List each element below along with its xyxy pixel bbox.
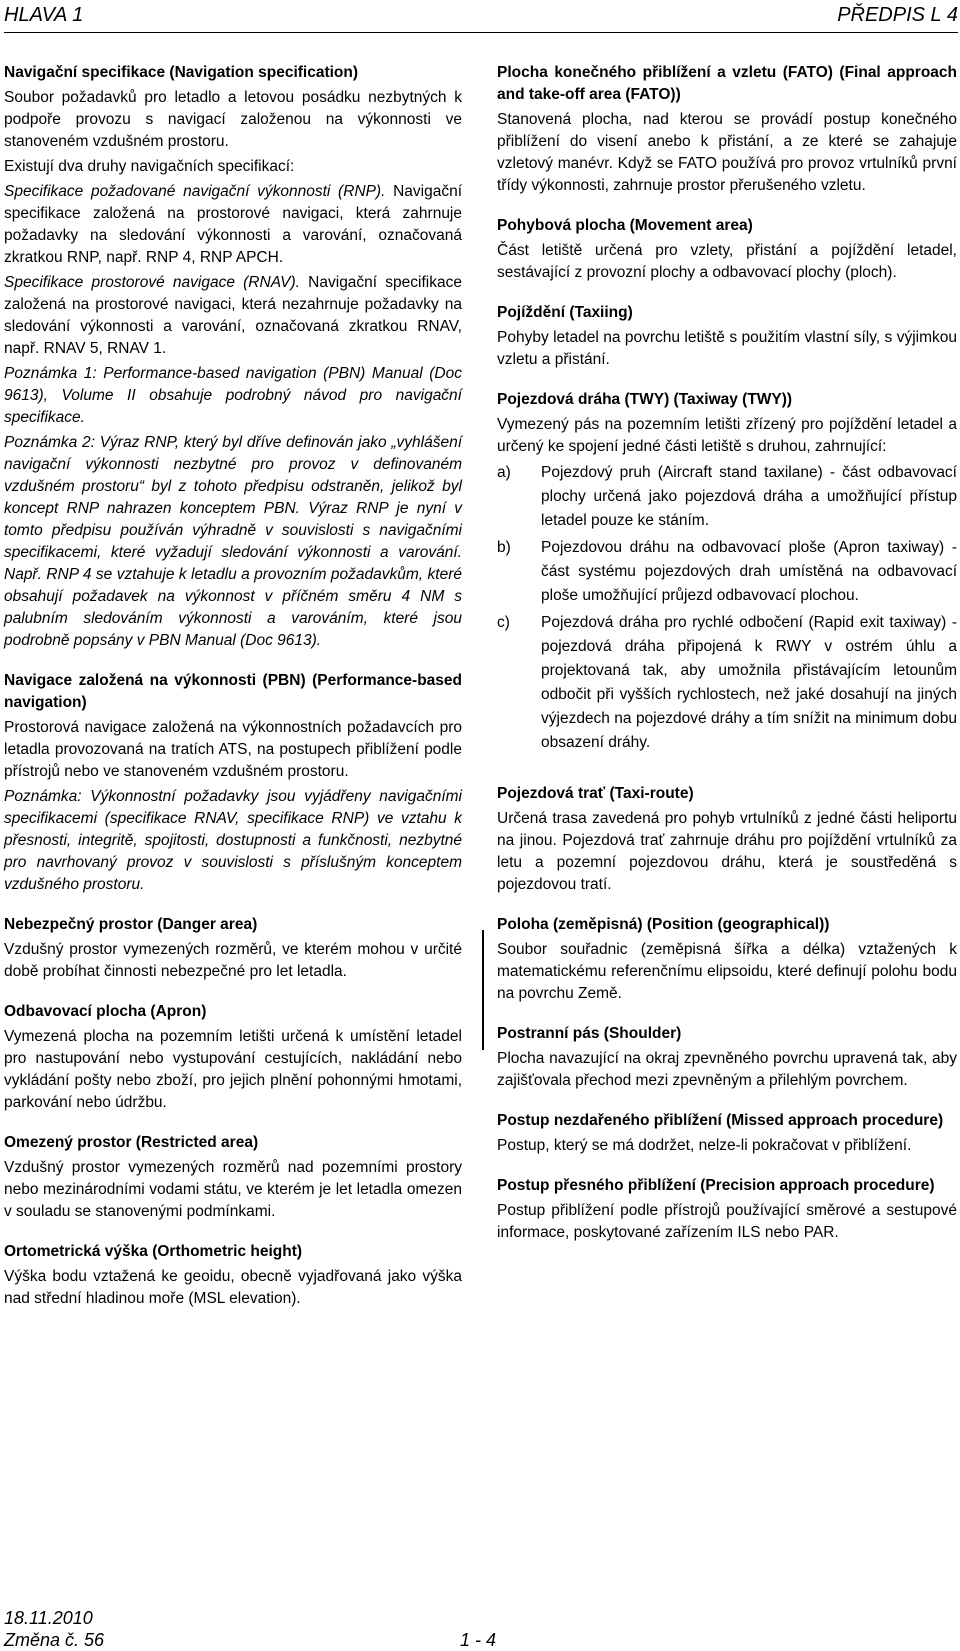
list-item-label: a) — [497, 464, 511, 481]
taxi-route-title: Pojezdová trať (Taxi-route) — [497, 785, 694, 802]
precision-approach-definition: Postup přiblížení podle přístrojů používající směrové a sestupové informace, poskytované zařízením ILS nebo PAR. — [497, 1202, 957, 1241]
missed-approach-definition: Postup, který se má dodržet, nelze-li pokračovat v přiblížení. — [497, 1137, 912, 1154]
taxiway-list-item — [497, 611, 957, 755]
nav-spec-title: Navigační specifikace (Navigation specification) — [4, 64, 359, 81]
nav-spec-types: Existují dva druhy navigačních specifikací: — [4, 158, 295, 175]
danger-area-definition: Vzdušný prostor vymezených rozměrů, ve kterém mohou v určité době probíhat činnosti nebezpečné pro let letadla. — [4, 941, 462, 980]
taxiway-list-item — [497, 536, 957, 608]
footer-page-number: 1 - 4 — [460, 1630, 497, 1650]
restricted-area-title: Omezený prostor (Restricted area) — [4, 1134, 259, 1151]
pbn-note: Poznámka: Výkonnostní požadavky jsou vyjádřeny navigačními specifikacemi (specifikace RNAV, specifikace RNP) ve vztahu k přesnosti, integritě, spojitosti, dostupnosti a funkčnosti, nezbytné pro navrhovaný provoz v souvislosti s příslušným konceptem vzdušného prostoru. — [4, 788, 462, 893]
fato-definition: Stanovená plocha, nad kterou se provádí postup konečného přiblížení do visení anebo k přistání, a ze které se zahajuje vzletový manévr. Když se FATO používá pro provoz vrtulníků první třídy výkonnosti, zahrnuje prostor přerušeného vzletu. — [497, 111, 957, 194]
header-chapter: HLAVA 1 — [4, 4, 84, 26]
list-item-label: c) — [497, 614, 510, 631]
nav-spec-rnp — [4, 181, 462, 269]
nav-spec-rnp-term: Specifikace požadované navigační výkonnosti (RNP). — [4, 183, 386, 200]
apron-definition: Vymezená plocha na pozemním letišti určená k umístění letadel pro nastupování nebo vystupování cestujících, nakládání nebo vykládání pošty nebo zboží, pro jejich plnění pohonnými hmotami, parkování nebo údržbu. — [4, 1028, 462, 1111]
apron-title: Odbavovací plocha (Apron) — [4, 1003, 207, 1020]
taxiway-title: Pojezdová dráha (TWY) (Taxiway (TWY)) — [497, 391, 793, 408]
taxi-route-definition: Určená trasa zavedená pro pohyb vrtulníků z jedné části heliportu na jinou. Pojezdová trať zahrnuje dráhu pro pojíždění vrtulníků za letu a pozemní pojezdovou dráhu, která je soustředěná s pojezdovou tratí. — [497, 810, 957, 893]
nav-spec-definition: Soubor požadavků pro letadlo a letovou posádku nezbytných k podpoře provozu s navigací založenou na výkonnosti ve stanoveném vzdušném prostoru. — [4, 89, 462, 150]
restricted-area-definition: Vzdušný prostor vymezených rozměrů nad pozemními prostory nebo mezinárodními vodami státu, ve kterém je let letadla omezen v souladu se stanovenými podmínkami. — [4, 1159, 462, 1220]
precision-approach-title: Postup přesného přiblížení (Precision approach procedure) — [497, 1177, 935, 1194]
note-1: Poznámka 1: Performance-based navigation (PBN) Manual (Doc 9613), Volume II obsahuje podrobný návod pro navigační specifikace. — [4, 365, 462, 426]
taxiing-title: Pojíždění (Taxiing) — [497, 304, 633, 321]
nav-spec-rnav-term: Specifikace prostorové navigace (RNAV). — [4, 274, 300, 291]
list-item-text: Pojezdová dráha pro rychlé odbočení (Rapid exit taxiway) - pojezdová dráha připojená k RWY v ostrém úhlu a projektovaná tak, aby umožnila přistávajícím letounům odbočit při vyšších rychlostech, než jaké dosahují na jiných výjezdech na pojezdové dráhy a tím snížit na minimum dobu obsazení dráhy. — [541, 614, 957, 751]
fato-title: Plocha konečného přiblížení a vzletu (FATO) (Final approach and take-off area (FATO)) — [497, 64, 957, 103]
list-item-text: Pojezdový pruh (Aircraft stand taxilane) - část odbavovací plochy určená jako pojezdová dráha a umožňující přístup letadel pouze ke stáním. — [541, 464, 957, 529]
shoulder-definition: Plocha navazující na okraj zpevněného povrchu upravená tak, aby zajišťovala přechod mezi zpevněným a přilehlým povrchem. — [497, 1050, 957, 1089]
taxiing-definition: Pohyby letadel na povrchu letiště s použitím vlastní síly, s výjimkou vzletu a přistání. — [497, 329, 957, 368]
position-definition: Soubor souřadnic (zeměpisná šířka a délka) vztažených k matematickému referenčnímu elipsoidu, které definují polohu bodu na povrchu Země. — [497, 941, 957, 1002]
nav-spec-rnp-text: Navigační specifikace založená na prostorové navigaci, která zahrnuje požadavky na sledování výkonnosti a varování, označovaná zkratkou RNP, např. RNP 4, RNP APCH. — [4, 183, 462, 266]
change-bar — [482, 930, 484, 1050]
missed-approach-title: Postup nezdařeného přiblížení (Missed approach procedure) — [497, 1112, 944, 1129]
nav-spec-rnav — [4, 272, 462, 360]
footer-date: 18.11.2010 — [4, 1608, 93, 1628]
list-item-text: Pojezdovou dráhu na odbavovací ploše (Apron taxiway) - část systému pojezdových drah umístěná na odbavovací ploše umožňující průjezd odbavovací plochou. — [541, 539, 957, 604]
orthometric-height-definition: Výška bodu vztažená ke geoidu, obecně vyjadřovaná jako výška nad střední hladinou moře (MSL elevation). — [4, 1268, 462, 1307]
movement-area-definition: Část letiště určená pro vzlety, přistání a pojíždění letadel, sestávající z provozní plochy a odbavovací plochy (ploch). — [497, 242, 957, 281]
left-column — [4, 62, 462, 1310]
footer-amendment: Změna č. 56 — [4, 1630, 105, 1650]
pbn-definition: Prostorová navigace založená na výkonnostních požadavcích pro letadla provozovaná na tratích ATS, na postupech přiblížení podle přístrojů nebo ve stanoveném vzdušném prostoru. — [4, 719, 462, 780]
movement-area-title: Pohybová plocha (Movement area) — [497, 217, 753, 234]
page-header — [4, 4, 958, 33]
taxiway-list-item — [497, 461, 957, 533]
shoulder-title: Postranní pás (Shoulder) — [497, 1025, 682, 1042]
orthometric-height-title: Ortometrická výška (Orthometric height) — [4, 1243, 303, 1260]
nav-spec-rnav-text: Navigační specifikace založená na prostorové navigaci, která nezahrnuje požadavky na sledování výkonnosti a varování, označovaná zkratkou RNAV, např. RNAV 5, RNAV 1. — [4, 274, 462, 357]
taxiway-definition: Vymezený pás na pozemním letišti zřízený pro pojíždění letadel a určený ke spojení jedné části letiště s druhou, zahrnující: — [497, 416, 957, 455]
right-column — [497, 62, 957, 1244]
header-regulation: PŘEDPIS L 4 — [837, 4, 958, 26]
note-2: Poznámka 2: Výraz RNP, který byl dříve definován jako „vyhlášení navigační výkonnosti nezbytné pro provoz v definovaném vzdušném prostoru“ byl z tohoto předpisu odstraněn, jelikož byl koncept RNP nahrazen konceptem PBN. Výraz RNP je nyní v tomto předpisu používán výhradně v souvislosti s navigačními specifikacemi, které vyžadují sledování výkonnosti a varování. Např. RNP 4 se vztahuje k letadlu a provozním požadavkům, které obsahují požadavek na výkonnost v příčném směru 4 NM s palubním sledováním výkonnosti a varováním, které jsou podrobně popsány v PBN Manual (Doc 9613). — [4, 434, 462, 649]
danger-area-title: Nebezpečný prostor (Danger area) — [4, 916, 258, 933]
position-title: Poloha (zeměpisná) (Position (geographical)) — [497, 916, 830, 933]
list-item-label: b) — [497, 539, 511, 556]
pbn-title: Navigace založená na výkonnosti (PBN) (Performance-based navigation) — [4, 672, 462, 711]
